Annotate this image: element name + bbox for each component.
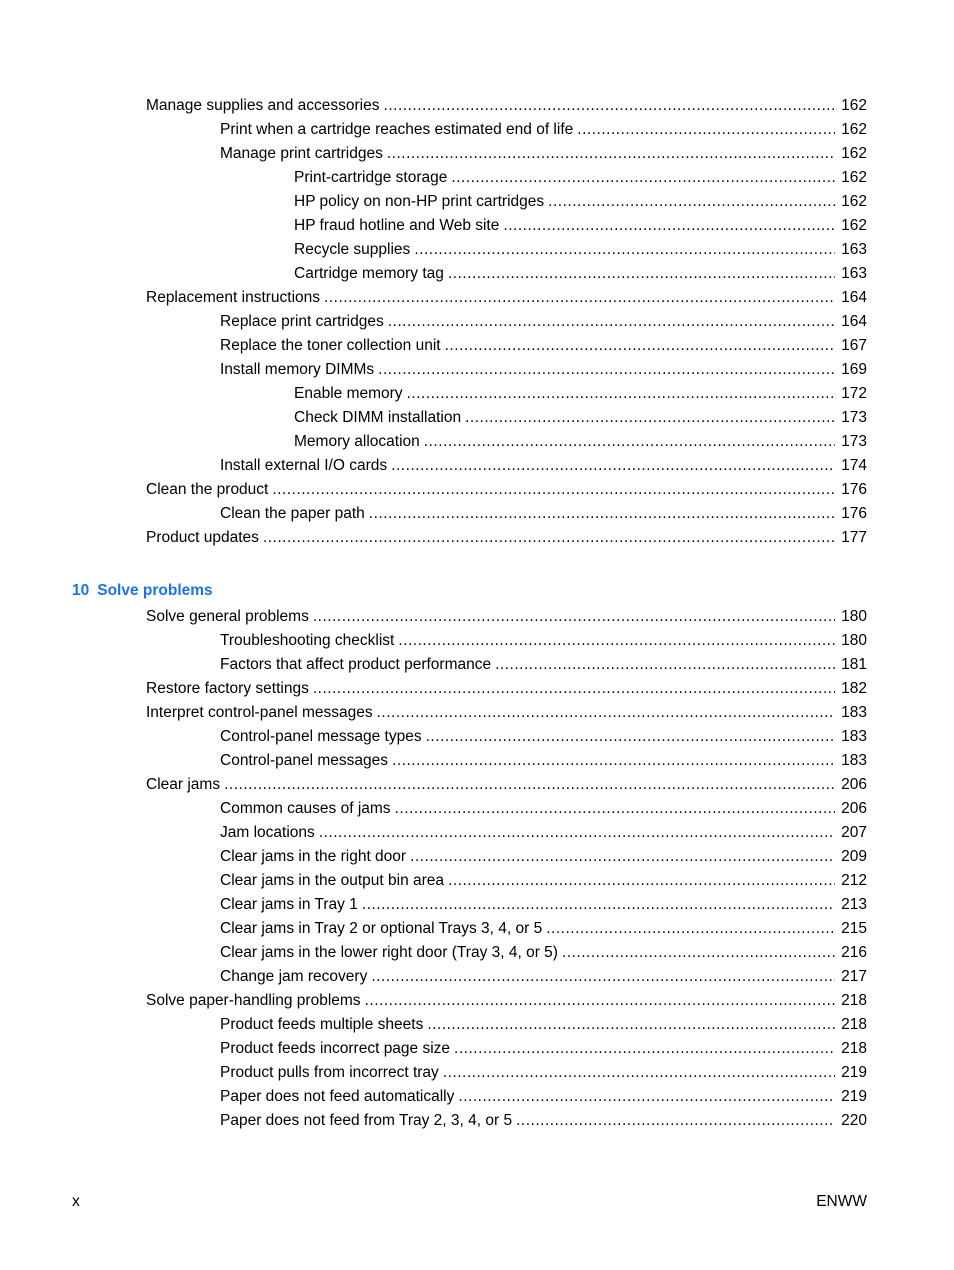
dot-leader	[387, 144, 835, 164]
toc-entry-page: 164	[841, 313, 867, 330]
toc-entry[interactable]	[220, 1111, 867, 1131]
toc-entry[interactable]	[294, 264, 867, 284]
dot-leader	[448, 264, 835, 284]
toc-entry[interactable]	[220, 312, 867, 332]
toc-entry[interactable]	[220, 120, 867, 140]
toc-entry[interactable]	[220, 1063, 867, 1083]
toc-entry-title: Restore factory settings	[146, 680, 309, 697]
toc-entry[interactable]	[294, 192, 867, 212]
footer-page-number: x	[72, 1193, 80, 1210]
toc-entry-page: 180	[841, 632, 867, 649]
toc-entry-page: 219	[841, 1064, 867, 1081]
toc-entry-page: 207	[841, 824, 867, 841]
toc-entry-title: HP policy on non-HP print cartridges	[294, 193, 545, 210]
toc-entry[interactable]	[146, 607, 867, 627]
dot-leader	[365, 991, 836, 1011]
toc-entry-page: 162	[841, 121, 867, 138]
toc-entry[interactable]	[146, 288, 867, 308]
toc-entry[interactable]	[146, 679, 867, 699]
toc-entry-title: Troubleshooting checklist	[220, 632, 395, 649]
dot-leader	[451, 168, 835, 188]
toc-entry[interactable]	[294, 408, 867, 428]
footer-doc-code: ENWW	[816, 1193, 867, 1210]
toc-entry-title: Print when a cartridge reaches estimated end of life	[220, 121, 574, 138]
toc-entry-title: Common causes of jams	[220, 800, 391, 817]
toc-entry-page: 162	[841, 145, 867, 162]
toc-entry-page: 169	[841, 361, 867, 378]
dot-leader	[546, 919, 835, 939]
toc-entry-title: Memory allocation	[294, 433, 420, 450]
toc-entry[interactable]	[220, 871, 867, 891]
toc-entry-page: 164	[841, 289, 867, 306]
toc-entry-page: 213	[841, 896, 867, 913]
toc-entry-title: Solve paper-handling problems	[146, 992, 361, 1009]
toc-entry[interactable]	[294, 384, 867, 404]
toc-entry-page: 162	[841, 97, 867, 114]
toc-entry-title: Control-panel messages	[220, 752, 389, 769]
dot-leader	[378, 360, 835, 380]
dot-leader	[427, 1015, 835, 1035]
toc-entry-title: Recycle supplies	[294, 241, 411, 258]
toc-entry-title: Factors that affect product performance	[220, 656, 492, 673]
toc-entry[interactable]	[146, 703, 867, 723]
toc-entry-page: 212	[841, 872, 867, 889]
dot-leader	[410, 847, 835, 867]
toc-entry-title: Clear jams in the output bin area	[220, 872, 445, 889]
toc-entry[interactable]	[294, 216, 867, 236]
toc-entry-page: 174	[841, 457, 867, 474]
toc-entry-title: Product pulls from incorrect tray	[220, 1064, 439, 1081]
dot-leader	[414, 240, 835, 260]
dot-leader	[448, 871, 835, 891]
dot-leader	[388, 312, 835, 332]
toc-entry[interactable]	[220, 967, 867, 987]
toc-entry-title: Print-cartridge storage	[294, 169, 448, 186]
toc-entry[interactable]	[220, 504, 867, 524]
toc-entry[interactable]	[146, 96, 867, 116]
dot-leader	[313, 679, 835, 699]
toc-entry-page: 172	[841, 385, 867, 402]
dot-leader	[319, 823, 835, 843]
toc-entry-title: Clear jams in the lower right door (Tray 3, 4, or 5)	[220, 944, 558, 961]
dot-leader	[324, 288, 835, 308]
toc-entry-title: Cartridge memory tag	[294, 265, 444, 282]
chapter-number: 10	[72, 582, 90, 599]
toc-entry-page: 162	[841, 217, 867, 234]
dot-leader	[377, 703, 836, 723]
dot-leader	[465, 408, 835, 428]
toc-entry-title: Manage print cartridges	[220, 145, 383, 162]
toc-entry-page: 173	[841, 433, 867, 450]
dot-leader	[369, 504, 835, 524]
toc-entry[interactable]	[146, 775, 867, 795]
toc-entry-page: 218	[841, 1016, 867, 1033]
dot-leader	[384, 96, 836, 116]
toc-entry-title: Clear jams in Tray 2 or optional Trays 3, 4, or 5	[220, 920, 543, 937]
toc-entry-title: Control-panel message types	[220, 728, 422, 745]
toc-entry-title: Clean the product	[146, 481, 269, 498]
toc-entry-page: 183	[841, 704, 867, 721]
dot-leader	[407, 384, 836, 404]
toc-entry-page: 218	[841, 1040, 867, 1057]
toc-entry-page: 176	[841, 481, 867, 498]
dot-leader	[577, 120, 835, 140]
dot-leader	[371, 967, 835, 987]
toc-entry[interactable]	[220, 1087, 867, 1107]
toc-entry[interactable]	[220, 919, 867, 939]
dot-leader	[224, 775, 835, 795]
toc-entry[interactable]	[220, 943, 867, 963]
toc-entry[interactable]	[146, 480, 867, 500]
toc-entry-page: 176	[841, 505, 867, 522]
toc-entry[interactable]	[294, 240, 867, 260]
toc-entry-page: 181	[841, 656, 867, 673]
toc-entry-title: Solve general problems	[146, 608, 309, 625]
toc-entry-title: Manage supplies and accessories	[146, 97, 380, 114]
dot-leader	[426, 727, 836, 747]
toc-entry-title: Jam locations	[220, 824, 315, 841]
toc-entry-title: Product feeds incorrect page size	[220, 1040, 451, 1057]
toc-entry[interactable]	[294, 168, 867, 188]
dot-leader	[495, 655, 835, 675]
toc-entry[interactable]	[220, 1015, 867, 1035]
toc-entry-title: Install memory DIMMs	[220, 361, 375, 378]
dot-leader	[516, 1111, 835, 1131]
dot-leader	[562, 943, 835, 963]
dot-leader	[445, 336, 836, 356]
toc-entry[interactable]	[220, 360, 867, 380]
toc-entry[interactable]	[220, 631, 867, 651]
toc-entry-title: Enable memory	[294, 385, 403, 402]
toc-entry-title: HP fraud hotline and Web site	[294, 217, 500, 234]
toc-entry-title: Clear jams in Tray 1	[220, 896, 358, 913]
toc-entry-title: Paper does not feed automatically	[220, 1088, 455, 1105]
toc-entry-page: 218	[841, 992, 867, 1009]
toc-entry[interactable]	[294, 432, 867, 452]
toc-entry-title: Clear jams	[146, 776, 221, 793]
toc-entry-page: 173	[841, 409, 867, 426]
dot-leader	[548, 192, 835, 212]
dot-leader	[454, 1039, 835, 1059]
toc-entry-title: Paper does not feed from Tray 2, 3, 4, or 5	[220, 1112, 513, 1129]
toc-entry-page: 162	[841, 169, 867, 186]
dot-leader	[362, 895, 835, 915]
toc-entry-title: Replacement instructions	[146, 289, 321, 306]
dot-leader	[503, 216, 835, 236]
toc-entry-title: Install external I/O cards	[220, 457, 388, 474]
toc-entry[interactable]	[220, 895, 867, 915]
toc-entry-page: 167	[841, 337, 867, 354]
toc-entry-page: 219	[841, 1088, 867, 1105]
toc-entry-page: 183	[841, 728, 867, 745]
toc-entry-page: 216	[841, 944, 867, 961]
dot-leader	[263, 528, 835, 548]
toc-entry[interactable]	[220, 144, 867, 164]
toc-entry[interactable]	[220, 823, 867, 843]
toc-entry-page: 206	[841, 800, 867, 817]
toc-entry[interactable]	[220, 456, 867, 476]
dot-leader	[424, 432, 835, 452]
toc-entry[interactable]	[220, 1039, 867, 1059]
toc-entry-title: Change jam recovery	[220, 968, 368, 985]
toc-entry-title: Check DIMM installation	[294, 409, 462, 426]
dot-leader	[398, 631, 835, 651]
toc-entry[interactable]	[220, 847, 867, 867]
chapter-title: Solve problems	[97, 582, 213, 599]
toc-entry-title: Clean the paper path	[220, 505, 365, 522]
toc-entry-title: Replace the toner collection unit	[220, 337, 441, 354]
toc-entry-title: Replace print cartridges	[220, 313, 384, 330]
dot-leader	[458, 1087, 835, 1107]
toc-entry-page: 209	[841, 848, 867, 865]
toc-entry-page: 215	[841, 920, 867, 937]
dot-leader	[391, 456, 835, 476]
toc-entry[interactable]	[220, 799, 867, 819]
toc-entry-page: 220	[841, 1112, 867, 1129]
toc-entry-page: 180	[841, 608, 867, 625]
toc-entry[interactable]	[146, 528, 867, 548]
toc-entry-page: 206	[841, 776, 867, 793]
dot-leader	[395, 799, 836, 819]
dot-leader	[313, 607, 835, 627]
toc-entry-page: 177	[841, 529, 867, 546]
dot-leader	[272, 480, 835, 500]
toc-entry-page: 162	[841, 193, 867, 210]
toc-entry-page: 183	[841, 752, 867, 769]
toc-entry-page: 163	[841, 241, 867, 258]
toc-entry-title: Interpret control-panel messages	[146, 704, 373, 721]
dot-leader	[392, 751, 835, 771]
toc-entry[interactable]	[220, 727, 867, 747]
toc-entry-title: Clear jams in the right door	[220, 848, 407, 865]
chapter-heading[interactable]	[72, 581, 213, 601]
toc-entry[interactable]	[220, 655, 867, 675]
toc-entry-page: 182	[841, 680, 867, 697]
toc-entry-title: Product updates	[146, 529, 259, 546]
toc-entry-title: Product feeds multiple sheets	[220, 1016, 424, 1033]
dot-leader	[443, 1063, 835, 1083]
toc-entry-page: 163	[841, 265, 867, 282]
toc-entry[interactable]	[146, 991, 867, 1011]
toc-entry[interactable]	[220, 336, 867, 356]
toc-entry-page: 217	[841, 968, 867, 985]
toc-entry[interactable]	[220, 751, 867, 771]
